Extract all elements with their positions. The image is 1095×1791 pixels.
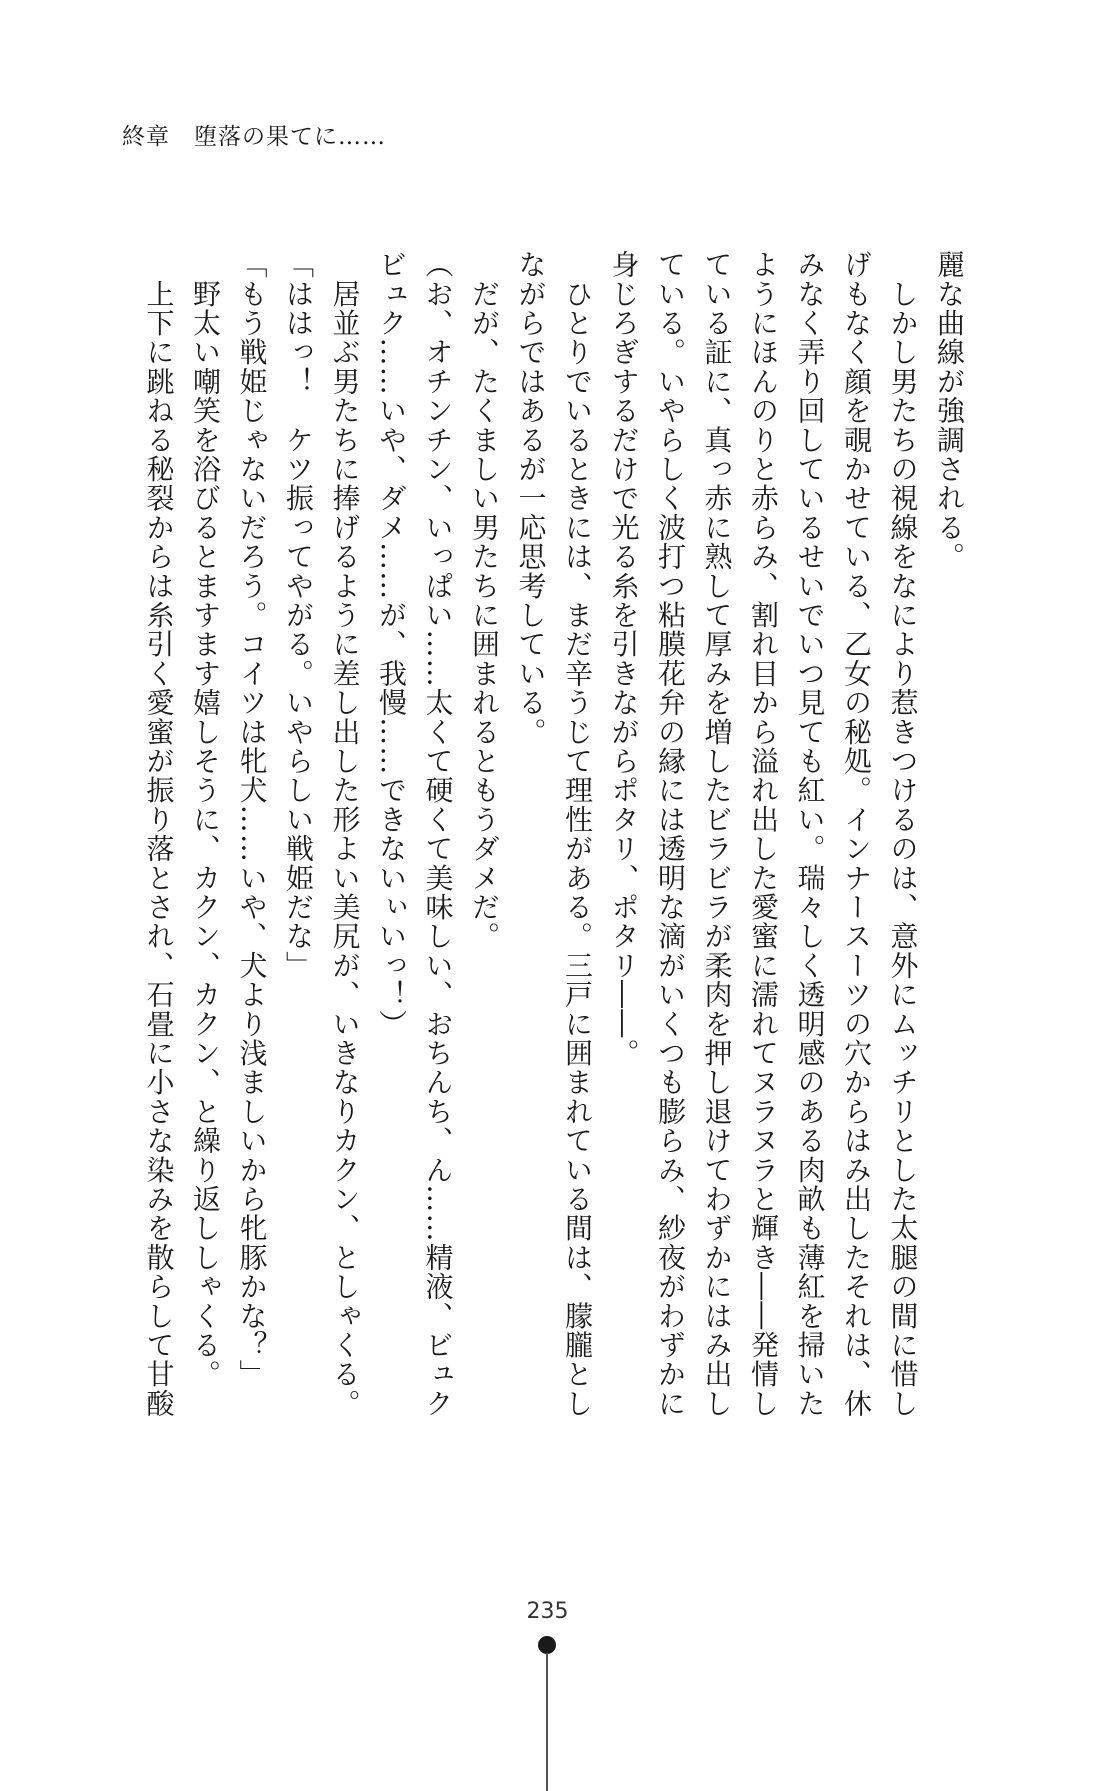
text-line: ている証に、真っ赤に熟して厚みを増したビラビラが柔肉を押し退けてわずかにはみ出し [700, 250, 734, 1418]
text-line: みなく弄り回しているせいでいつ見ても紅い。瑞々しく透明感のある肉畝も薄紅を掃いた [793, 250, 827, 1418]
text-line: げもなく顔を覗かせている、乙女の秘処。インナースーツの穴からはみ出したそれは、休 [840, 250, 873, 1418]
text-line: 「もう戦姫じゃないだろう。コイツは牝犬……いや、犬より浅ましいから牝豚かな？」 [235, 250, 269, 1389]
text-line: 居並ぶ男たちに捧げるように差し出した形よい美尻が、いきなりカクン、としゃくる。 [328, 250, 362, 1418]
text-line: 麗な曲線が強調される。 [933, 250, 966, 572]
text-line: ている。いやらしく波打つ粘膜花弁の縁には透明な滴がいくつも膨らみ、紗夜がわずかに [654, 250, 687, 1418]
text-line: ビュク……いや、ダメ……が、我慢……できないぃいっ！） [375, 250, 408, 1039]
text-line: 野太い嘲笑を浴びるとますます嬉しそうに、カクン、カクン、と繰り返ししゃくる。 [189, 250, 222, 1389]
text-line: しかし男たちの視線をなにより惹きつけるのは、意外にムッチリとした太腿の間に惜し [886, 250, 920, 1418]
text-line: 身じろぎするだけで光る糸を引きながらポタリ、ポタリ――。 [607, 250, 641, 1068]
text-line: だが、たくましい男たちに囲まれるともうダメだ。 [468, 250, 501, 951]
running-title: 終章 堕落の果てに…… [122, 124, 386, 150]
text-line: （お、オチンチン、いっぱい……太くて硬くて美味しい、おちんち、ん……精液、ビュク [421, 250, 455, 1418]
text-line: ひとりでいるときには、まだ辛うじて理性がある。三戸に囲まれている間は、朦朧とし [561, 250, 594, 1418]
text-line: 上下に跳ねる秘裂からは糸引く愛蜜が振り落とされ、石畳に小さな染みを散らして甘酸 [142, 250, 176, 1418]
text-line: 「ははっ！ ケツ振ってやがる。いやらしい戦姫だな」 [282, 250, 315, 980]
text-line: ながらではあるが一応思考している。 [514, 250, 548, 747]
folio-dot-ornament [538, 1636, 556, 1654]
page-number: 235 [526, 1599, 569, 1624]
folio-line-ornament [546, 1653, 548, 1791]
text-line: ようにほんのりと赤らみ、割れ目から溢れ出した愛蜜に濡れてヌラヌラと輝き――発情し [747, 250, 780, 1418]
body-text-column [116, 250, 972, 1460]
